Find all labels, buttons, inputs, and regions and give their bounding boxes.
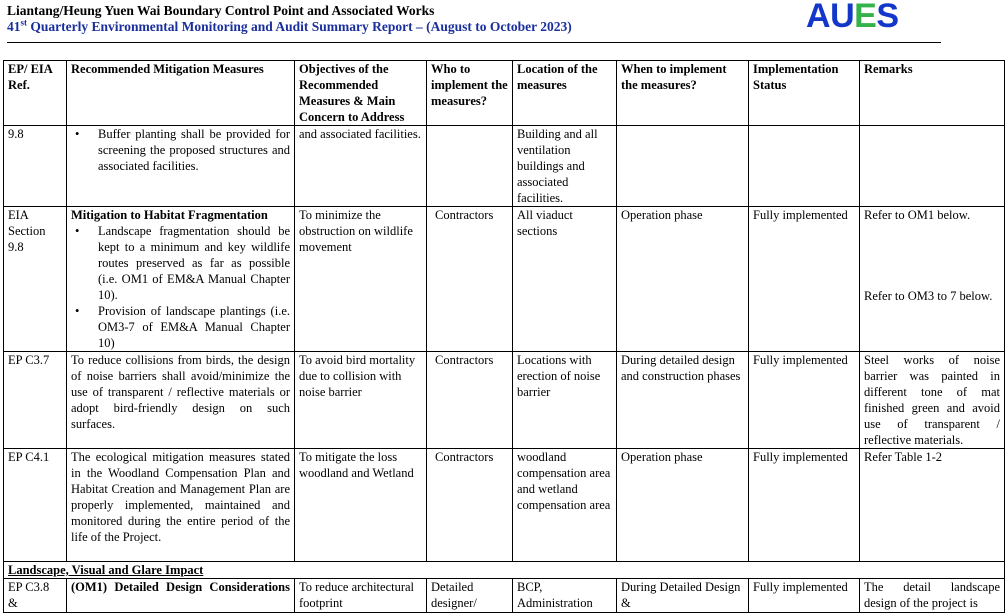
location-cell: BCP, Administration <box>513 579 617 613</box>
table-row <box>4 352 1005 449</box>
when-cell <box>617 126 749 207</box>
when-cell: During Detailed Design & <box>617 579 749 613</box>
status-cell: Fully implemented <box>749 579 860 613</box>
location-cell: Locations with erection of noise barrier <box>513 352 617 449</box>
table-row <box>4 126 1005 207</box>
table-row <box>4 207 1005 352</box>
when-cell: During detailed design and construction phases <box>617 352 749 449</box>
report-number-suffix: st <box>20 17 27 28</box>
report-title-text: Quarterly Environmental Monitoring and Audit Summary Report – <box>27 19 427 34</box>
when-cell: Operation phase <box>617 449 749 562</box>
header-divider <box>7 42 941 43</box>
measure-cell: To reduce collisions from birds, the design of noise barriers shall avoid/minimize the use of transparent / reflective materials or adopt bird-friendly design on such surfaces. <box>67 352 295 449</box>
aues-logo: AUES <box>806 0 899 35</box>
measure-bullet: • Provision of landscape plantings (i.e. OM3-7 of EM&A Manual Chapter 10) <box>98 303 290 351</box>
objective-cell: To minimize the obstruction on wildlife movement <box>295 207 427 352</box>
column-header: Recommended Mitigation Measures <box>67 61 295 126</box>
column-header: Location of the measures <box>513 61 617 126</box>
status-cell: Fully implemented <box>749 207 860 352</box>
ref-cell: EP C3.8 & <box>4 579 67 613</box>
who-cell: Contractors <box>427 352 513 449</box>
measure-cell: The ecological mitigation measures stated in the Woodland Compensation Plan and Habitat Creation and Management Plan are properly implemented, maintained and monitored during the entire period of the life of the Project. <box>67 449 295 562</box>
ref-cell: EP C3.7 <box>4 352 67 449</box>
column-header: Objectives of the Recommended Measures & Main Concern to Address <box>295 61 427 126</box>
measure-bullet: • Buffer planting shall be provided for screening the proposed structures and associated facilities. <box>98 126 290 174</box>
mitigation-measures-table <box>3 60 1005 613</box>
who-cell <box>427 126 513 207</box>
objective-cell: To mitigate the loss woodland and Wetland <box>295 449 427 562</box>
remarks-cell: The detail landscape design of the project is <box>860 579 1005 613</box>
remarks-cell: Refer Table 1-2 <box>860 449 1005 562</box>
column-header: When to implement the measures? <box>617 61 749 126</box>
objective-cell: To reduce architectural footprint <box>295 579 427 613</box>
ref-cell: EIA Section 9.8 <box>4 207 67 352</box>
location-cell: All viaduct sections <box>513 207 617 352</box>
who-cell: Detailed designer/ <box>427 579 513 613</box>
report-number: 41 <box>7 19 21 34</box>
objective-cell: To avoid bird mortality due to collision with noise barrier <box>295 352 427 449</box>
location-cell: woodland compensation area and wetland compensation area <box>513 449 617 562</box>
who-cell: Contractors <box>427 449 513 562</box>
remark-line: Refer to OM1 below. <box>864 208 971 222</box>
ref-cell: 9.8 <box>4 126 67 207</box>
remarks-cell <box>860 126 1005 207</box>
remarks-cell <box>860 207 1005 352</box>
report-header <box>7 3 572 35</box>
section-row <box>4 562 1005 579</box>
remarks-cell: Steel works of noise barrier was painted in different tone of mat finished green and avoid use of transparent / reflective materials. <box>860 352 1005 449</box>
table-row <box>4 579 1005 613</box>
table-header-row <box>4 61 1005 126</box>
table-row <box>4 449 1005 562</box>
report-period: (August to October 2023) <box>426 19 572 34</box>
remark-line: Refer to OM3 to 7 below. <box>864 289 993 303</box>
status-cell: Fully implemented <box>749 449 860 562</box>
column-header: EP/ EIA Ref. <box>4 61 67 126</box>
status-cell: Fully implemented <box>749 352 860 449</box>
status-cell <box>749 126 860 207</box>
ref-cell: EP C4.1 <box>4 449 67 562</box>
project-title: Liantang/Heung Yuen Wai Boundary Control Point and Associated Works <box>7 3 435 18</box>
report-title <box>7 19 572 35</box>
measure-bullet: • Landscape fragmentation should be kept to a minimum and key wildlife routes preserved as far as possible (i.e. OM1 of EM&A Manual Chapter 10). <box>98 223 290 303</box>
measure-cell <box>67 126 295 207</box>
column-header: Implementation Status <box>749 61 860 126</box>
measure-heading: Mitigation to Habitat Fragmentation <box>71 208 268 222</box>
when-cell: Operation phase <box>617 207 749 352</box>
location-cell: Building and all ventilation buildings and associated facilities. <box>513 126 617 207</box>
column-header: Who to implement the measures? <box>427 61 513 126</box>
column-header: Remarks <box>860 61 1005 126</box>
measure-cell: (OM1) Detailed Design Considerations <box>67 579 295 613</box>
who-cell: Contractors <box>427 207 513 352</box>
objective-cell: and associated facilities. <box>295 126 427 207</box>
section-title: Landscape, Visual and Glare Impact <box>4 562 1005 579</box>
measure-cell <box>67 207 295 352</box>
